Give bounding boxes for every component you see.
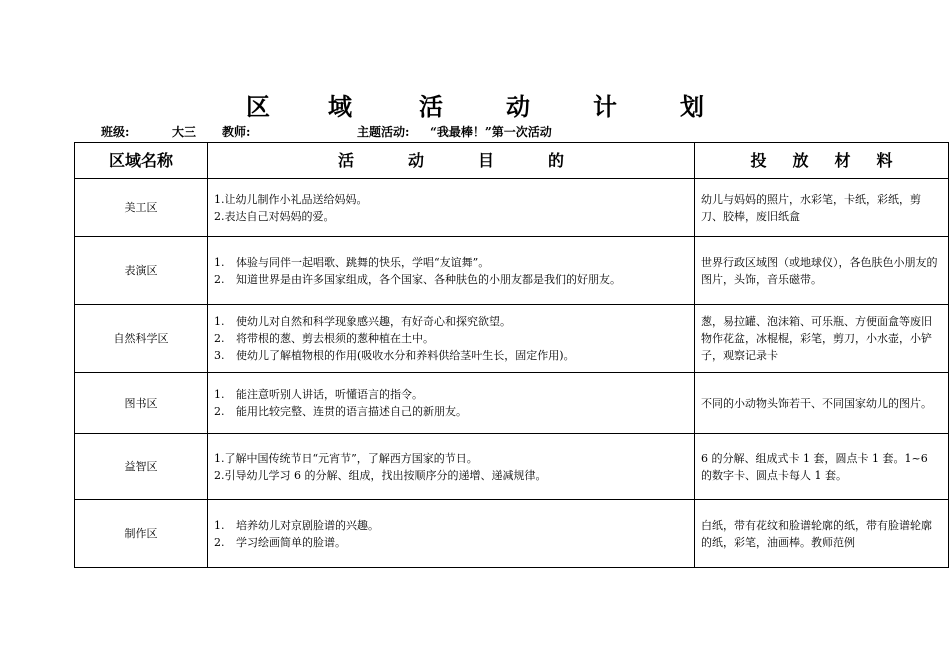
materials-text: 幼儿与妈妈的照片，水彩笔，卡纸，彩纸，剪刀、胶棒，废旧纸盒	[701, 192, 921, 223]
teacher-label: 教师:	[222, 125, 251, 139]
goal-number: 2.	[214, 535, 225, 549]
goal-number: 1.	[214, 388, 225, 401]
header-goals	[208, 143, 695, 179]
materials-cell	[695, 237, 949, 305]
table-row	[75, 500, 949, 568]
goal-text: 体验与同伴一起唱歌、跳舞的快乐，学唱“友谊舞”。	[236, 255, 490, 269]
header-goals-char: 活	[337, 151, 354, 170]
goal-line	[214, 313, 688, 330]
materials-text: 不同的小动物头饰若干、不同国家幼儿的图片。	[701, 396, 932, 410]
goal-text: 学习绘画简单的脸谱。	[236, 535, 346, 549]
goal-line	[214, 271, 688, 288]
class-value: 大三	[172, 125, 197, 139]
goal-cell	[208, 373, 695, 434]
goal-cell	[208, 237, 695, 305]
header-goals-char: 的	[548, 151, 565, 170]
goal-line: 2.引导幼儿学习 6 的分解、组成，找出按顺序分的递增、递减规律。	[214, 468, 547, 482]
goal-line	[214, 517, 688, 534]
table-row	[75, 434, 949, 500]
title-char: 域	[328, 92, 352, 121]
goal-cell	[208, 434, 695, 500]
goal-number: 1.	[214, 255, 225, 269]
theme-value: “我最棒！”第一次活动	[430, 125, 552, 139]
goal-number: 2.	[214, 332, 225, 345]
goal-line	[214, 534, 688, 551]
materials-cell	[695, 373, 949, 434]
goal-line: 2.表达自己对妈妈的爱。	[214, 209, 335, 223]
goal-line: 1.了解中国传统节日“元宵节”，了解西方国家的节日。	[214, 451, 478, 465]
title-char: 动	[506, 92, 530, 121]
header-materials-char: 放	[792, 151, 809, 170]
goal-number: 1.	[214, 315, 225, 328]
class-label: 班级:	[101, 125, 130, 139]
goal-text: 使幼儿对自然和科学现象感兴趣，有好奇心和探究欲望。	[236, 315, 511, 328]
table-header-row	[75, 143, 949, 179]
goal-line	[214, 386, 688, 403]
goal-line	[214, 403, 688, 420]
theme-label: 主题活动:	[357, 125, 410, 139]
goal-text: 将带根的葱、剪去根须的葱种植在土中。	[236, 332, 434, 345]
header-materials-char: 材	[834, 151, 851, 170]
goal-text: 知道世界是由许多国家组成，各个国家、各种肤色的小朋友都是我们的好朋友。	[236, 272, 621, 286]
goal-cell	[208, 179, 695, 237]
header-goals-char: 目	[478, 151, 495, 170]
materials-text: 世界行政区域图（或地球仪），各色肤色小朋友的图片，头饰，音乐磁带。	[701, 255, 938, 286]
activity-plan-table	[74, 142, 949, 568]
goal-cell	[208, 305, 695, 373]
materials-cell	[695, 434, 949, 500]
area-name: 图书区	[75, 373, 208, 434]
goal-text: 使幼儿了解植物根的作用(吸收水分和养料供给茎叶生长，固定作用)。	[236, 349, 575, 362]
title-char: 计	[593, 92, 617, 121]
header-goals-char: 动	[407, 151, 424, 170]
area-name: 表演区	[75, 237, 208, 305]
goal-number: 2.	[214, 272, 225, 286]
title-char: 划	[680, 92, 704, 121]
goal-cell	[208, 500, 695, 568]
title-char: 区	[246, 92, 270, 121]
title-char: 活	[419, 92, 443, 121]
materials-cell	[695, 305, 949, 373]
header-area: 区域名称	[75, 143, 208, 179]
materials-text: 葱，易拉罐、泡沫箱、可乐瓶、方便面盒等废旧物作花盆，冰棍棍，彩笔，剪刀，小水壶，小铲子，观察记录卡	[701, 315, 932, 362]
page-title	[0, 90, 950, 124]
goal-text: 能注意听别人讲话，听懂语言的指令。	[236, 388, 423, 401]
header-materials-char: 料	[876, 151, 893, 170]
header-materials-char: 投	[750, 151, 767, 170]
materials-cell	[695, 179, 949, 237]
goal-number: 3.	[214, 349, 225, 362]
goal-number: 1.	[214, 518, 225, 532]
table-row	[75, 179, 949, 237]
header-materials	[695, 143, 949, 179]
table-row	[75, 305, 949, 373]
materials-cell	[695, 500, 949, 568]
goal-line	[214, 347, 688, 364]
goal-text: 能用比较完整、连贯的语言描述自己的新朋友。	[236, 405, 467, 418]
materials-text: 白纸，带有花纹和脸谱轮廓的纸，带有脸谱轮廓的纸，彩笔，油画棒。教师范例	[701, 518, 932, 549]
materials-text: 6 的分解、组成式卡 1 套，圆点卡 1 套。1~6 的数字卡、圆点卡每人 1 套。	[701, 451, 928, 482]
area-name: 制作区	[75, 500, 208, 568]
goal-line	[214, 330, 688, 347]
area-name: 自然科学区	[75, 305, 208, 373]
area-name: 美工区	[75, 179, 208, 237]
goal-text: 培养幼儿对京剧脸谱的兴趣。	[236, 518, 379, 532]
area-name: 益智区	[75, 434, 208, 500]
goal-line: 1.让幼儿制作小礼品送给妈妈。	[214, 192, 368, 206]
goal-line	[214, 254, 688, 271]
goal-number: 2.	[214, 405, 225, 418]
table-row	[75, 373, 949, 434]
table-row	[75, 237, 949, 305]
